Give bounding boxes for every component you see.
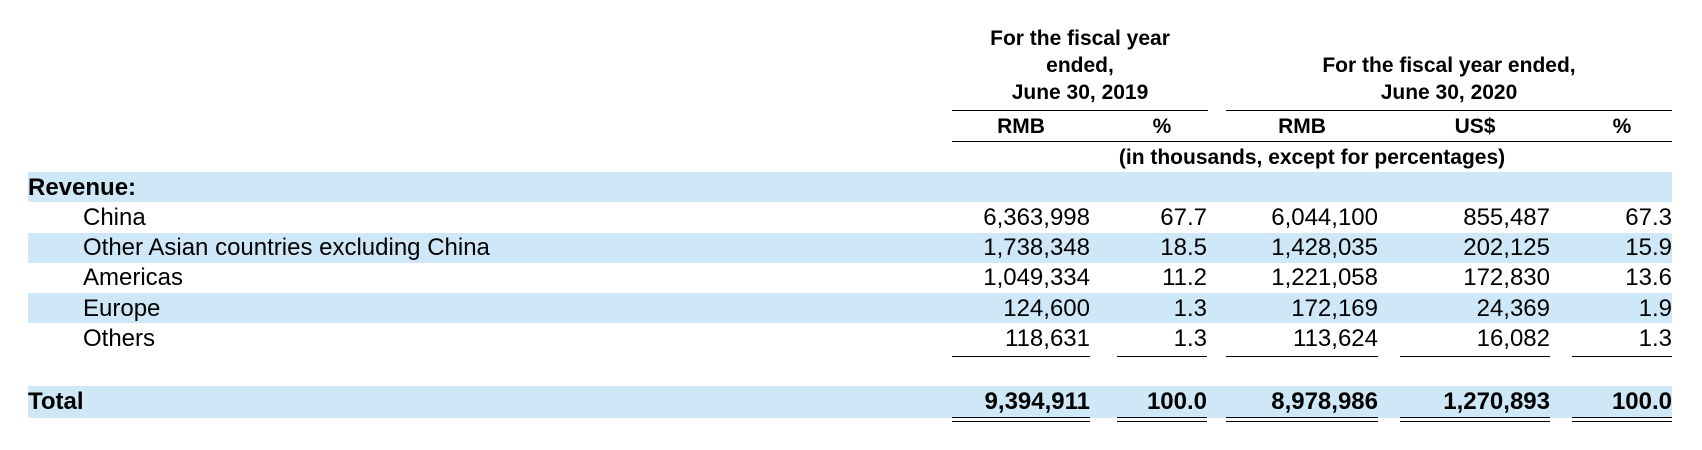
total-double-rule-4a <box>1400 417 1550 418</box>
header-group-2020 <box>1226 52 1672 106</box>
total-rmb-2019: 9,394,911 <box>984 388 1090 415</box>
cell-pct-2020: 15.9 <box>1625 234 1672 261</box>
cell-pct-2019: 67.7 <box>1160 204 1207 231</box>
total-rmb-2020: 8,978,986 <box>1271 388 1378 415</box>
header-2020-line-2: June 30, 2020 <box>1380 81 1518 104</box>
cell-rmb-2020: 113,624 <box>1293 325 1378 352</box>
total-double-rule-1b <box>952 421 1090 422</box>
total-double-rule-5b <box>1572 421 1672 422</box>
header-2019-underline <box>952 110 1208 111</box>
col-header-pct-2020: % <box>1612 115 1632 138</box>
total-pct-2019: 100.0 <box>1146 388 1207 415</box>
row-label: Europe <box>83 295 161 322</box>
cell-rmb-2019: 6,363,998 <box>983 204 1090 231</box>
section-label-revenue: Revenue: <box>28 174 137 201</box>
cell-pct-2020: 13.6 <box>1625 264 1672 291</box>
cell-rmb-2020: 6,044,100 <box>1271 204 1378 231</box>
cell-rmb-2019: 1,738,348 <box>983 234 1090 261</box>
cell-pct-2019: 11.2 <box>1162 264 1207 291</box>
col-header-usd-2020: US$ <box>1454 115 1496 138</box>
cell-pct-2019: 1.3 <box>1173 325 1207 352</box>
subtotal-rule-5 <box>1572 356 1672 357</box>
row-label: Other Asian countries excluding China <box>83 234 490 261</box>
cell-rmb-2020: 1,221,058 <box>1271 264 1378 291</box>
cell-pct-2020: 1.9 <box>1638 295 1672 322</box>
cell-rmb-2019: 118,631 <box>1005 325 1090 352</box>
cell-pct-2020: 1.3 <box>1638 325 1672 352</box>
subtotal-rule-3 <box>1226 356 1378 357</box>
row-label: China <box>83 204 146 231</box>
cell-pct-2019: 18.5 <box>1160 234 1207 261</box>
cell-usd-2020: 202,125 <box>1463 234 1550 261</box>
header-2019-line-1: For the fiscal year <box>990 27 1170 50</box>
cell-rmb-2020: 172,169 <box>1291 295 1378 322</box>
header-2020-line-1: For the fiscal year ended, <box>1322 54 1576 77</box>
cell-usd-2020: 24,369 <box>1476 295 1550 322</box>
cell-usd-2020: 855,487 <box>1463 204 1550 231</box>
header-2019-line-2: ended, <box>1046 54 1114 77</box>
total-usd-2020: 1,270,893 <box>1443 388 1550 415</box>
col-header-rmb-2019: RMB <box>997 115 1045 138</box>
total-label: Total <box>28 388 84 415</box>
cell-rmb-2019: 124,600 <box>1003 295 1090 322</box>
units-note: (in thousands, except for percentages) <box>1118 146 1506 169</box>
column-header-underline <box>952 141 1672 142</box>
cell-pct-2020: 67.3 <box>1625 204 1672 231</box>
col-header-pct-2019: % <box>1152 115 1172 138</box>
total-double-rule-4b <box>1400 421 1550 422</box>
cell-pct-2019: 1.3 <box>1173 295 1207 322</box>
subtotal-rule-4 <box>1400 356 1550 357</box>
cell-rmb-2019: 1,049,334 <box>983 264 1090 291</box>
band-revenue <box>28 172 1672 202</box>
header-2019-line-3: June 30, 2019 <box>1011 81 1149 104</box>
total-pct-2020: 100.0 <box>1611 388 1672 415</box>
col-header-rmb-2020: RMB <box>1278 115 1326 138</box>
total-double-rule-2a <box>1117 417 1207 418</box>
cell-usd-2020: 172,830 <box>1463 264 1550 291</box>
total-double-rule-3b <box>1226 421 1378 422</box>
total-double-rule-5a <box>1572 417 1672 418</box>
header-2020-underline <box>1226 110 1672 111</box>
subtotal-rule-1 <box>952 356 1090 357</box>
total-double-rule-1a <box>952 417 1090 418</box>
row-label: Americas <box>83 264 184 291</box>
total-double-rule-2b <box>1117 421 1207 422</box>
row-label: Others <box>83 325 156 352</box>
cell-usd-2020: 16,082 <box>1476 325 1550 352</box>
header-group-2019 <box>952 25 1208 106</box>
subtotal-rule-2 <box>1117 356 1207 357</box>
cell-rmb-2020: 1,428,035 <box>1271 234 1378 261</box>
total-double-rule-3a <box>1226 417 1378 418</box>
